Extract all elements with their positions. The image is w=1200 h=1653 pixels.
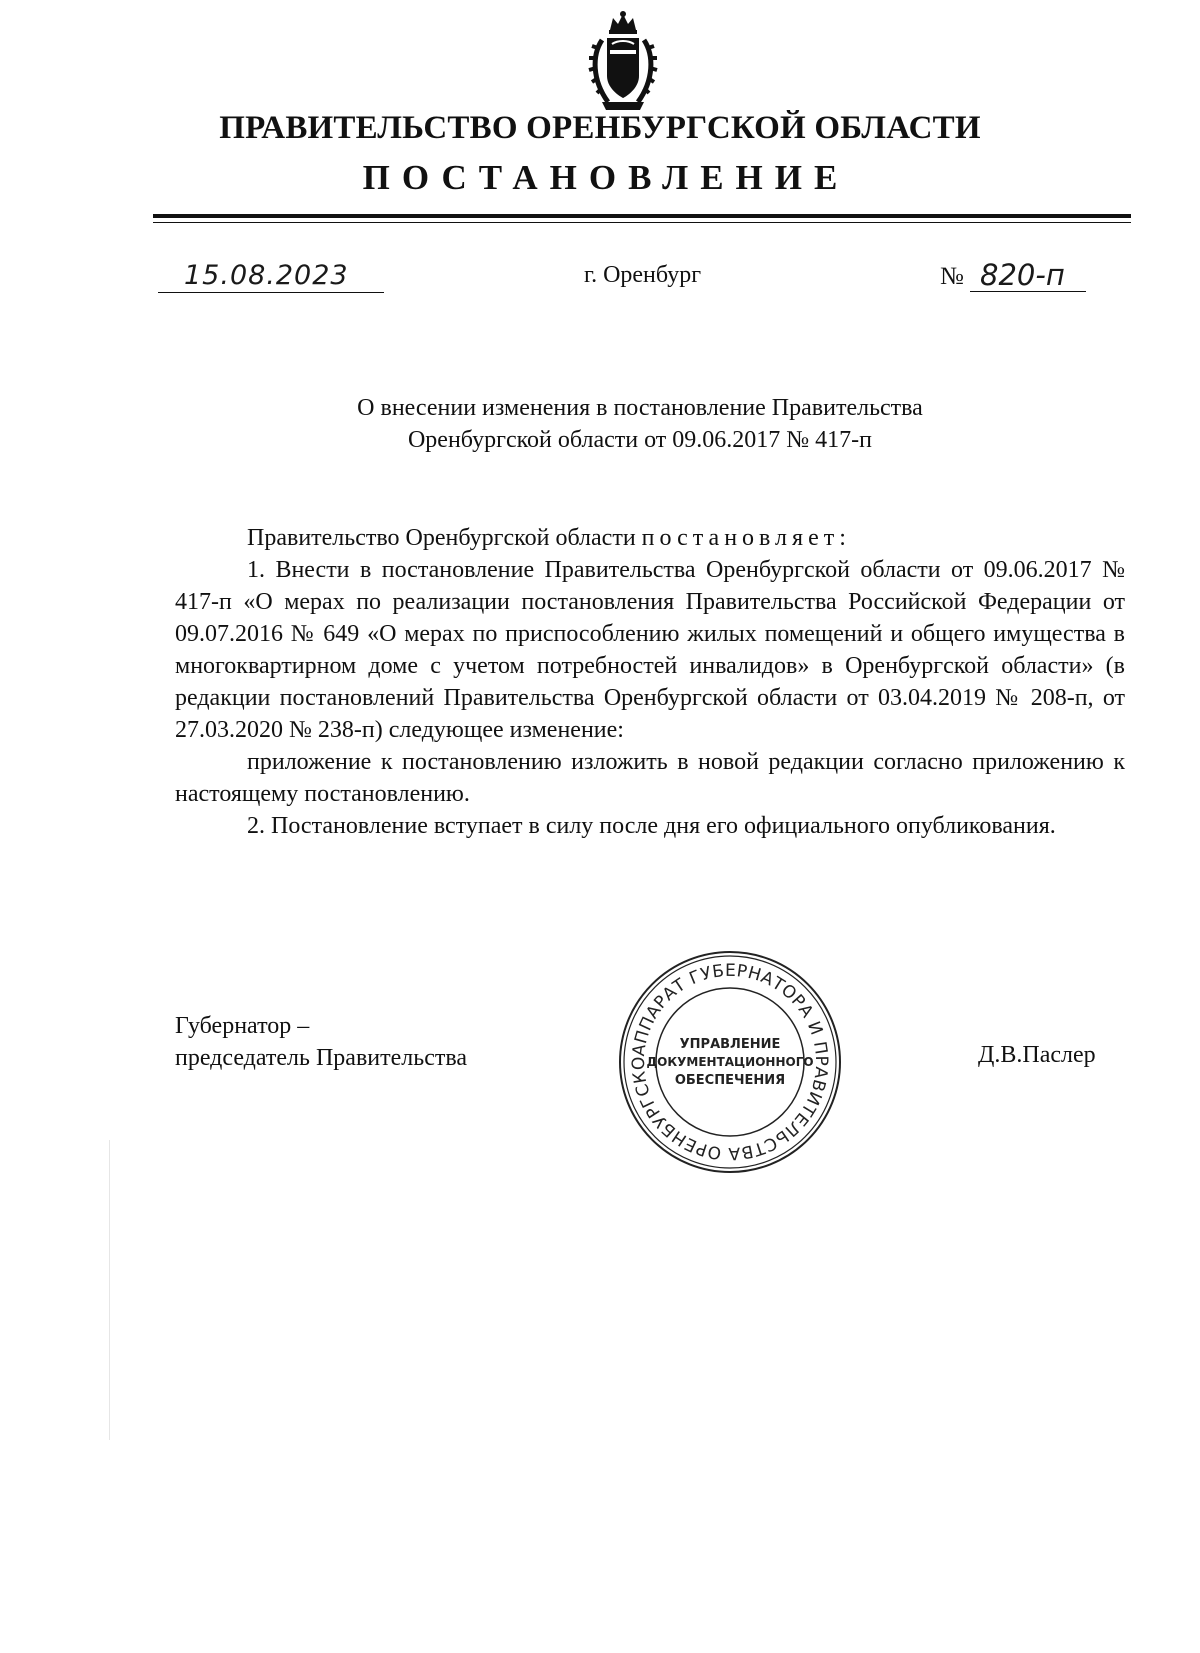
orenburg-coat-of-arms-icon: [588, 10, 658, 114]
stamp-ring-text: АППАРАТ ГУБЕРНАТОРА И ПРАВИТЕЛЬСТВА ОРЕНБУРГСКО: [628, 960, 832, 1164]
official-stamp: [616, 948, 844, 1176]
subject-line-2: Оренбургской области от 09.06.2017 № 417-п: [407, 427, 873, 453]
subject-line-1: О внесении изменения в постановление Правительства: [357, 395, 923, 421]
scan-margin-mark: [109, 1140, 110, 1440]
intro-text: Правительство Оренбургской области: [247, 525, 642, 551]
signatory-title: [175, 1010, 467, 1074]
city-label: г. Оренбург: [583, 262, 702, 288]
document-body: [175, 522, 1125, 842]
number-sign: №: [940, 263, 964, 290]
signatory-title-line-2: председатель Правительства: [175, 1045, 468, 1071]
stamp-center-line-3: ОБЕСПЕЧЕНИЯ: [674, 1073, 786, 1088]
document-date: 15.08.2023: [184, 260, 349, 291]
organization-title: ПРАВИТЕЛЬСТВО ОРЕНБУРГСКОЙ ОБЛАСТИ: [219, 110, 981, 146]
document-number-field: [940, 260, 1086, 292]
body-paragraph-1: 1. Внести в постановление Правительства Оренбургской области от 09.06.2017 № 417-п «О мерах по реализации постановления Правительства Российской Федерации от 09.07.2016 № 649 «О мерах по приспособлению жилых помещений и общего имущества в многоквартирном доме с учетом потребностей инвалидов» в Оренбургской области» (в редакции постановлений Правительства Оренбургской области от 03.04.2019 № 208-п, от 27.03.2020 № 238-п) следующее изменение:: [175, 557, 1125, 743]
header-divider: [153, 214, 1131, 218]
document-subject: [0, 392, 1200, 456]
body-intro: [175, 522, 1125, 554]
body-paragraph-3: 2. Постановление вступает в силу после дня его официального опубликования.: [247, 813, 1056, 839]
body-paragraph-2: приложение к постановлению изложить в новой редакции согласно приложению к настоящему постановлению.: [175, 749, 1125, 807]
header-divider-thin: [153, 222, 1131, 223]
document-type-heading: ПОСТАНОВЛЕНИЕ: [362, 158, 850, 197]
stamp-center-line-1: УПРАВЛЕНИЕ: [679, 1037, 781, 1052]
stamp-center-line-2: ДОКУМЕНТАЦИОННОГО: [646, 1055, 814, 1069]
document-number: 820-п: [980, 258, 1065, 292]
signatory-title-line-1: Губернатор –: [175, 1013, 310, 1039]
intro-verb: постановляет:: [641, 525, 851, 551]
signatory-name: Д.В.Паслер: [978, 1042, 1096, 1068]
